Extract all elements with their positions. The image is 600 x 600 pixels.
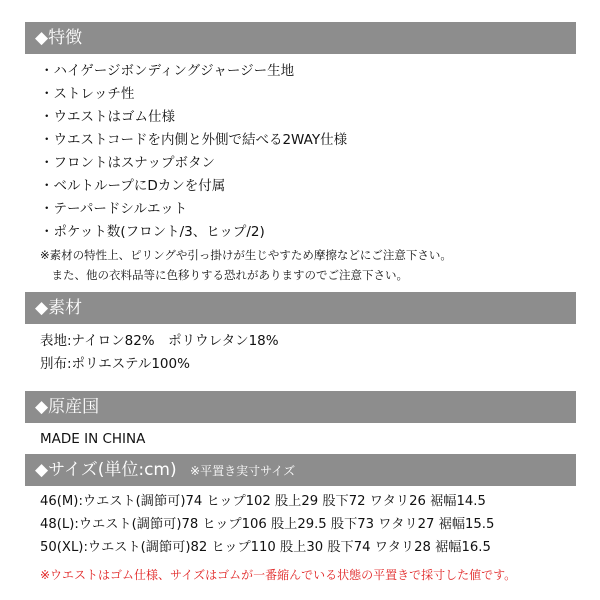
feature-item: ・ストレッチ性 [40,86,135,102]
size-row: 50(XL):ウエスト(調節可)82 ヒップ110 股上30 股下74 ワタリ28 裾幅16.5 [40,540,491,555]
feature-item: ・ポケット数(フロント/3、ヒップ/2) [40,224,265,240]
feature-item: ・ベルトループにDカンを付属 [40,178,226,194]
feature-item: ・ハイゲージボンディングジャージー生地 [40,63,295,79]
size-header-title: ◆サイズ(単位:cm) [35,460,177,480]
feature-item: ・ウエストコードを内側と外側で結べる2WAY仕様 [40,132,348,148]
features-header: ◆特徴 [25,22,576,54]
origin-value: MADE IN CHINA [40,431,146,447]
feature-note: また、他の衣料品等に色移りする恐れがありますのでご注意下さい。 [40,268,408,282]
size-header [25,454,576,486]
material-item: 別布:ポリエステル100% [40,356,190,372]
origin-header: ◆原産国 [25,391,576,423]
material-item: 表地:ナイロン82% ポリウレタン18% [40,333,279,349]
material-header: ◆素材 [25,292,576,324]
feature-item: ・ウエストはゴム仕様 [40,109,175,125]
feature-note: ※素材の特性上、ピリングや引っ掛けが生じやすため摩擦などにご注意下さい。 [40,248,452,262]
size-row: 48(L):ウエスト(調節可)78 ヒップ106 股上29.5 股下73 ワタリ27 裾幅15.5 [40,517,495,532]
feature-item: ・フロントはスナップボタン [40,155,215,171]
size-row: 46(M):ウエスト(調節可)74 ヒップ102 股上29 股下72 ワタリ26 裾幅14.5 [40,494,486,509]
size-note: ※ウエストはゴム仕様、サイズはゴムが一番縮んでいる状態の平置きで採寸した値です。 [40,568,517,582]
size-header-note: ※平置き実寸サイズ [190,464,296,478]
feature-item: ・テーパードシルエット [40,201,188,217]
